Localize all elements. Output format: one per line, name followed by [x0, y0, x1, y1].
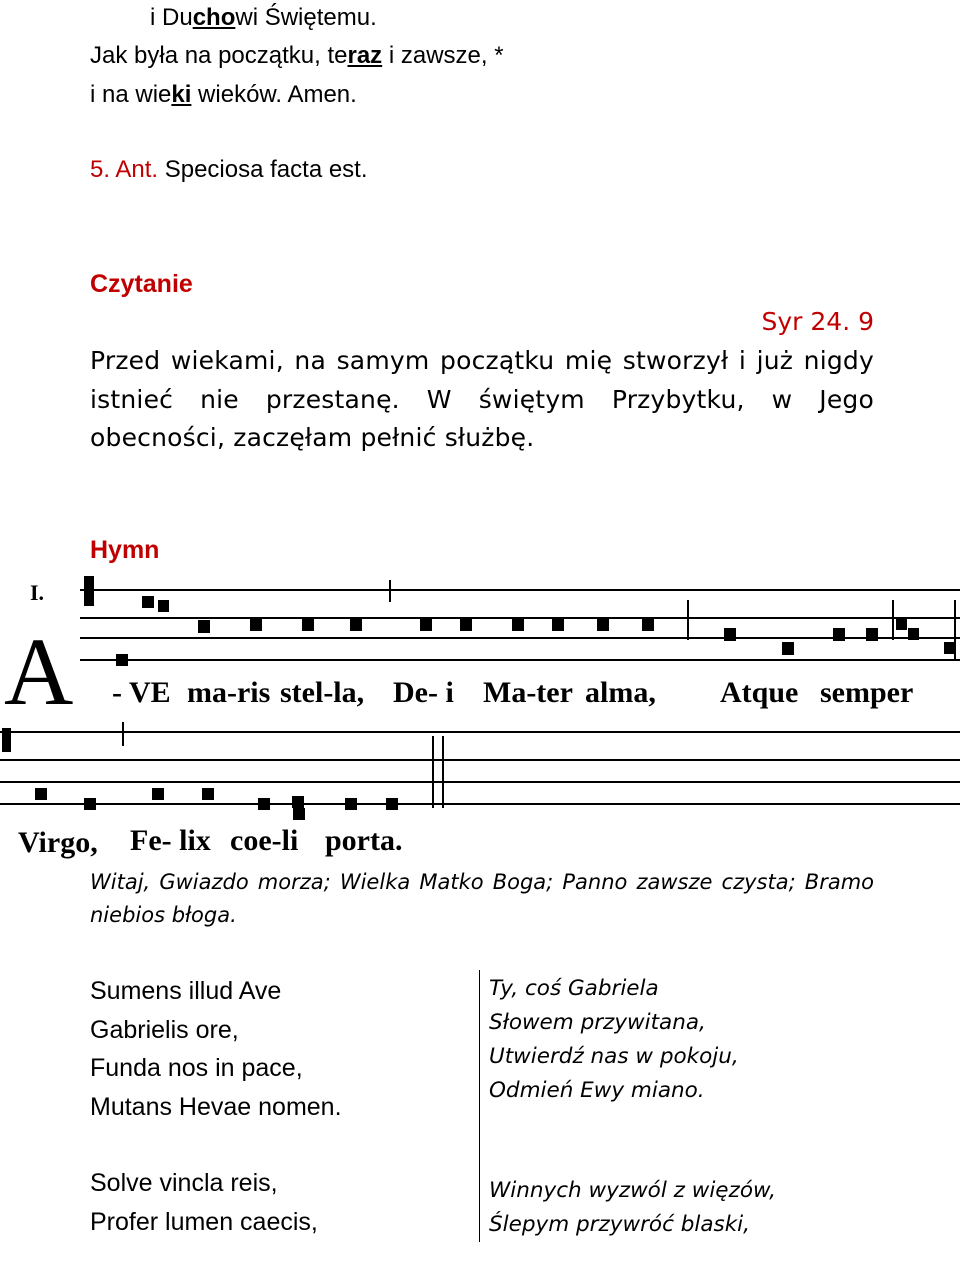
chant-score [0, 570, 960, 870]
neumes-1 [116, 596, 956, 666]
svg-text:coe-li: coe-li [230, 824, 299, 857]
hymn-heading: Hymn [90, 536, 160, 564]
antiphon-number: 5. Ant. [90, 156, 159, 183]
latin-stanza: Solve vincla reis, Profer lumen caecis, [90, 1169, 318, 1236]
mode-number: I. [30, 580, 45, 605]
svg-text:- VE: - VE [112, 676, 171, 709]
doxology-line-1: i Duchowi Świętemu. [150, 4, 377, 31]
accent-syllable: ki [171, 81, 192, 108]
antiphon [90, 154, 368, 186]
reading-heading: Czytanie [90, 270, 193, 298]
svg-text:porta.: porta. [325, 824, 403, 857]
reading-text: Przed wiekami, na samym początku mię stworzył i już nigdy istnieć nie przestanę. W świętym Przybytku, w Jego obecności, zaczęłam pełnić służbę. [90, 346, 874, 452]
hymn-translation: Witaj, Gwiazdo morza; Wielka Matko Boga; Panno zawsze czysta; Bramo niebios błoga. [90, 870, 874, 927]
lyrics-line-1 [112, 676, 913, 709]
lyrics-line-2 [18, 824, 403, 859]
doxology-line-2: Jak była na początku, teraz i zawsze, * [90, 42, 504, 69]
polish-stanza: Winnych wyzwól z więzów, Ślepym przywróć blaski, [489, 1178, 777, 1237]
clef-icon [2, 728, 11, 752]
svg-text:De- i: De- i [393, 676, 454, 709]
reading-reference: Syr 24. 9 [761, 307, 874, 336]
svg-text:alma,: alma, [585, 676, 656, 709]
polish-stanza: Ty, coś Gabriela Słowem przywitana, Utwierdź nas w pokoju, Odmień Ewy miano. [489, 976, 739, 1103]
latin-stanzas [90, 972, 342, 1279]
svg-text:ma-ris: ma-ris [187, 676, 271, 709]
antiphon-text: Speciosa facta est. [158, 156, 368, 183]
svg-text:Ma-ter: Ma-ter [483, 676, 573, 709]
doxology-line-3: i na wieki wieków. Amen. [90, 81, 357, 108]
polish-stanzas [489, 972, 776, 1242]
hymn-initial: A [4, 618, 74, 725]
svg-text:Atque: Atque [720, 676, 799, 709]
svg-text:semper: semper [820, 676, 914, 709]
clef-icon [84, 576, 94, 606]
column-divider [479, 970, 480, 1242]
svg-text:stel-la,: stel-la, [280, 676, 365, 709]
svg-text:Virgo,: Virgo, [18, 826, 98, 859]
staff-2 [0, 722, 960, 808]
accent-syllable: cho [192, 4, 236, 31]
latin-stanza: Sumens illud Ave Gabrielis ore, Funda nos in pace, Mutans Hevae nomen. [90, 977, 342, 1121]
svg-text:Fe- lix: Fe- lix [130, 824, 211, 857]
accent-syllable: raz [347, 42, 383, 69]
